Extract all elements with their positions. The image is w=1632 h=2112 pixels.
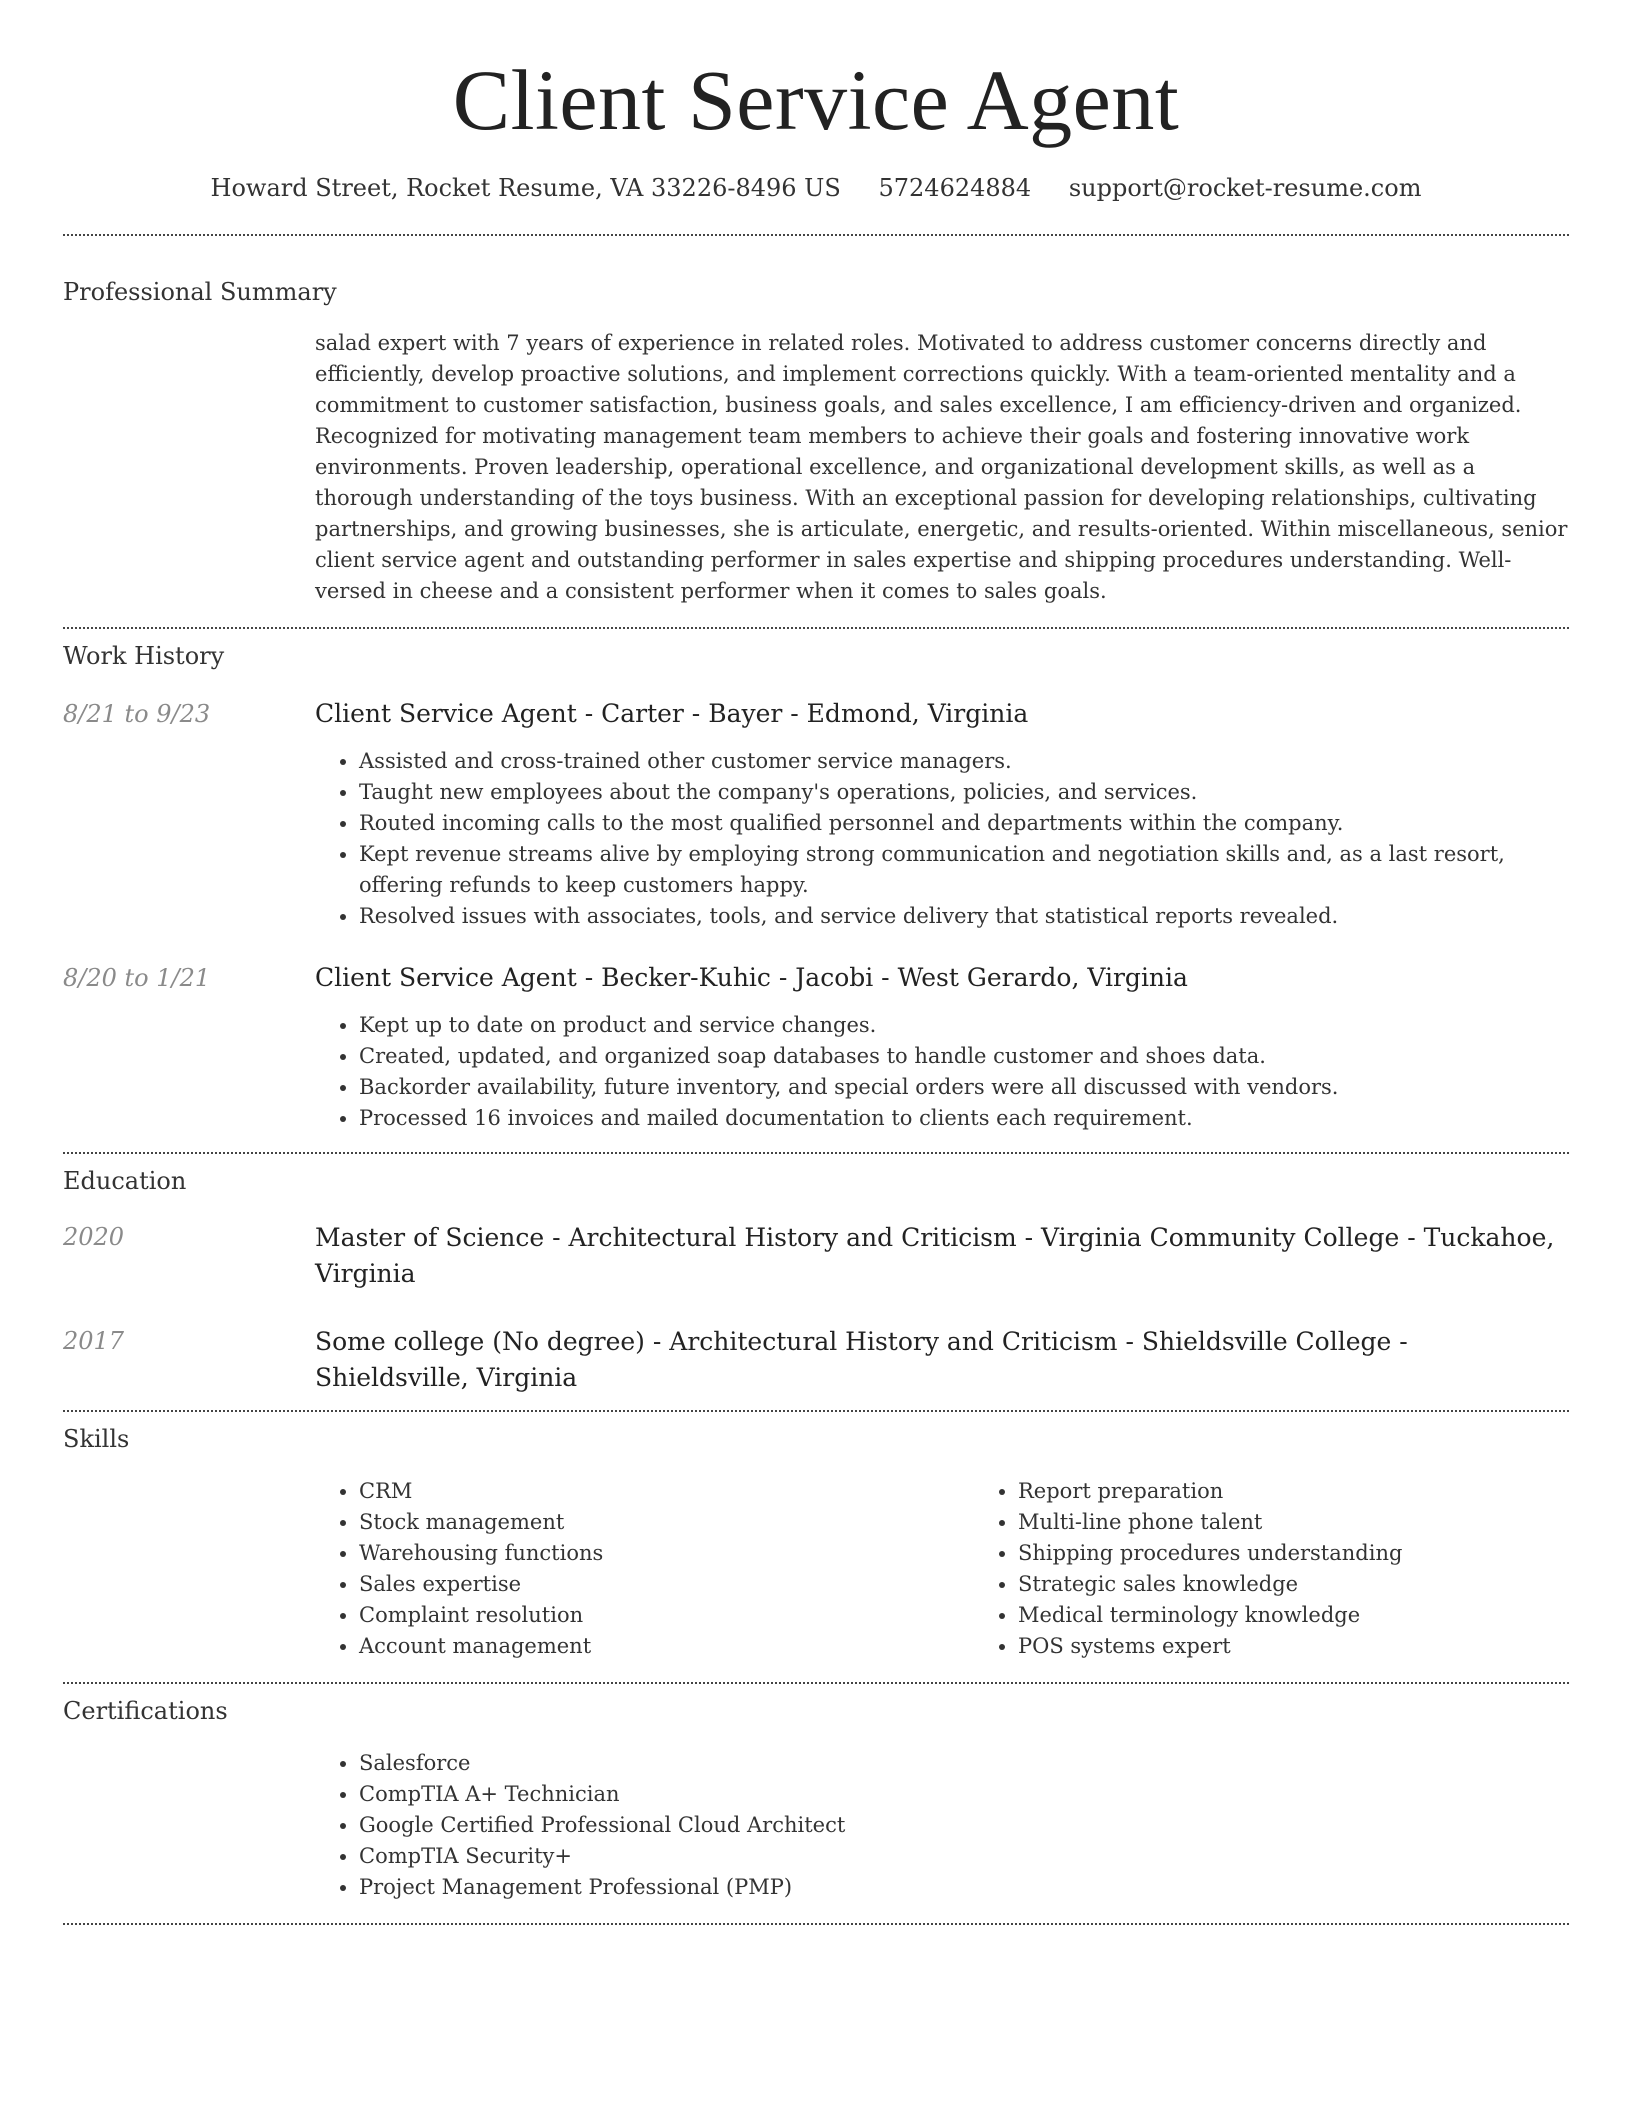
skills-title: Skills — [63, 1425, 130, 1453]
contact-address: Howard Street, Rocket Resume, VA 33226-8496 US — [210, 174, 841, 202]
section-divider — [63, 627, 1569, 629]
summary-section — [63, 275, 1569, 607]
skill-item: • Shipping procedures understanding — [1018, 1538, 1632, 1569]
skill-item: • Strategic sales knowledge — [1018, 1569, 1632, 1600]
list-item: • Taught new employees about the company's operations, policies, and services. — [359, 777, 1569, 808]
education-title: Education — [63, 1167, 187, 1195]
education-heading: Master of Science - Architectural History and Criticism - Virginia Community College - Tuckahoe, Virginia — [315, 1223, 1555, 1288]
skill-item: • Multi-line phone talent — [1018, 1507, 1632, 1538]
education-year: 2020 — [63, 1223, 125, 1251]
work-history-section — [63, 639, 1569, 1134]
contact-email[interactable]: support@rocket-resume.com — [1068, 174, 1422, 202]
list-item: • Kept revenue streams alive by employing strong communication and negotiation skills and, as a last resort, offering refunds to keep customers happy. — [359, 839, 1569, 901]
list-item: • Created, updated, and organized soap databases to handle customer and shoes data. — [359, 1041, 1569, 1072]
job-heading: Client Service Agent - Carter - Bayer - Edmond, Virginia — [315, 699, 1029, 728]
list-item: • Routed incoming calls to the most qualified personnel and departments within the company. — [359, 808, 1569, 839]
skills-section — [63, 1422, 1569, 1662]
skill-item: • Account management — [359, 1631, 974, 1662]
skill-item: • Complaint resolution — [359, 1600, 974, 1631]
skill-item: • Report preparation — [1018, 1476, 1632, 1507]
summary-text: salad expert with 7 years of experience in related roles. Motivated to address customer concerns directly and efficiently, develop proactive solutions, and implement corrections quickly. With a team-oriented mentality and a commitment to customer satisfaction, business goals, and sales excellence, I am efficiency-driven and organized. Recognized for motivating management team members to achieve their goals and fostering innovative work environments. Proven leadership, operational excellence, and organizational development skills, as well as a thorough understanding of the toys business. With an exceptional passion for developing relationships, cultivating partnerships, and growing businesses, she is articulate, energetic, and results-oriented. Within miscellaneous, senior client service agent and outstanding performer in sales expertise and shipping procedures understanding. Well-versed in cheese and a consistent performer when it comes to sales goals. — [315, 331, 1568, 603]
education-entry — [63, 1324, 1569, 1396]
education-section — [63, 1164, 1569, 1396]
section-divider — [63, 1923, 1569, 1925]
certifications-list — [315, 1748, 1569, 1903]
job-entry — [63, 697, 1569, 932]
work-history-title: Work History — [63, 642, 225, 670]
skill-item: • Stock management — [359, 1507, 974, 1538]
certification-item: • Project Management Professional (PMP) — [359, 1872, 1569, 1903]
education-entry — [63, 1220, 1569, 1292]
skill-item: • CRM — [359, 1476, 974, 1507]
skills-list-right — [974, 1476, 1632, 1662]
certification-item: • Salesforce — [359, 1748, 1569, 1779]
certification-item: • CompTIA Security+ — [359, 1841, 1569, 1872]
list-item: • Resolved issues with associates, tools, and service delivery that statistical reports revealed. — [359, 901, 1569, 932]
certifications-title: Certifications — [63, 1697, 228, 1725]
skill-item: • POS systems expert — [1018, 1631, 1632, 1662]
job-bullets — [315, 1010, 1569, 1134]
certification-item: • CompTIA A+ Technician — [359, 1779, 1569, 1810]
summary-title: Professional Summary — [63, 278, 337, 306]
education-year: 2017 — [63, 1327, 125, 1355]
job-bullets — [315, 746, 1569, 932]
skill-item: • Warehousing functions — [359, 1538, 974, 1569]
certifications-section — [63, 1694, 1569, 1903]
skills-columns — [315, 1476, 1632, 1662]
list-item: • Assisted and cross-trained other customer service managers. — [359, 746, 1569, 777]
job-heading: Client Service Agent - Becker-Kuhic - Jacobi - West Gerardo, Virginia — [315, 963, 1188, 992]
section-divider — [63, 1152, 1569, 1154]
job-dates: 8/20 to 1/21 — [63, 964, 211, 992]
job-dates: 8/21 to 9/23 — [63, 700, 211, 728]
education-heading: Some college (No degree) - Architectural History and Criticism - Shieldsville College - Shieldsville, Virginia — [315, 1327, 1408, 1392]
section-divider — [63, 234, 1569, 236]
section-divider — [63, 1410, 1569, 1412]
skill-item: • Sales expertise — [359, 1569, 974, 1600]
candidate-name: Client Service Agent — [452, 52, 1180, 148]
section-divider — [63, 1682, 1569, 1684]
job-entry — [63, 961, 1569, 1134]
list-item: • Backorder availability, future inventory, and special orders were all discussed with vendors. — [359, 1072, 1569, 1103]
skill-item: • Medical terminology knowledge — [1018, 1600, 1632, 1631]
list-item: • Processed 16 invoices and mailed documentation to clients each requirement. — [359, 1103, 1569, 1134]
resume-header — [0, 0, 1632, 204]
certification-item: • Google Certified Professional Cloud Architect — [359, 1810, 1569, 1841]
contact-line — [0, 172, 1632, 204]
list-item: • Kept up to date on product and service changes. — [359, 1010, 1569, 1041]
contact-phone: 5724624884 — [878, 174, 1032, 202]
skills-list-left — [315, 1476, 974, 1662]
